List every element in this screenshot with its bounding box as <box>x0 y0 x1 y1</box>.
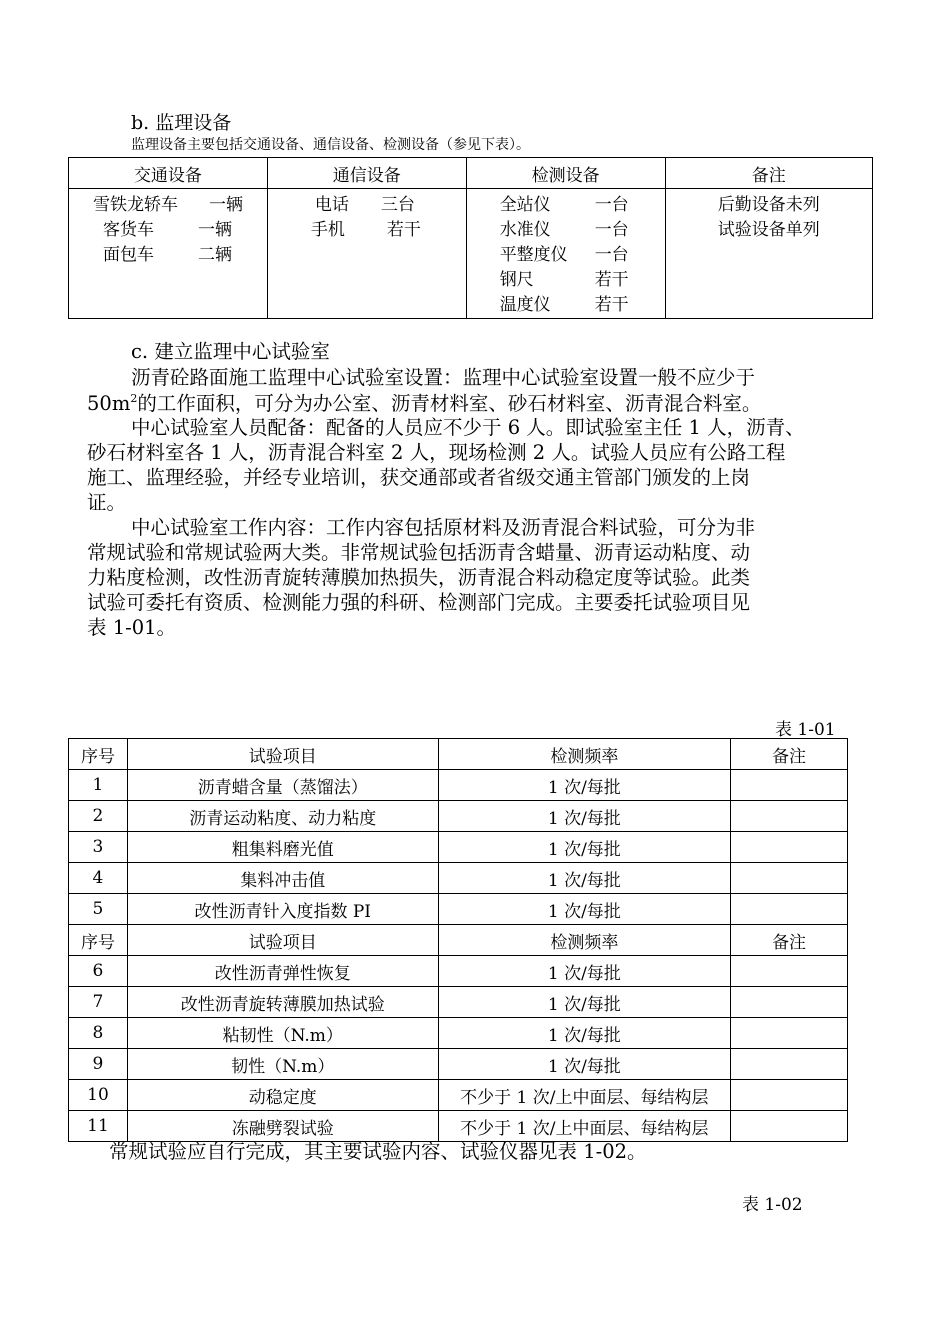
row-remark <box>731 987 848 1018</box>
paragraph-1-line-2 <box>87 391 761 417</box>
equipment-item <box>467 193 665 218</box>
paragraph-2-line: 证。 <box>87 491 127 514</box>
paragraph-2-line: 中心试验室人员配备：配备的人员应不少于 6 人。即试验室主任 1 人，沥青、 <box>131 416 805 439</box>
section-b-title: b. 监理设备 <box>131 112 232 134</box>
table-row <box>69 987 848 1018</box>
table-row <box>69 801 848 832</box>
table-row <box>69 863 848 894</box>
item-name: 客货车 <box>103 220 154 240</box>
row-index: 3 <box>69 832 128 863</box>
row-remark <box>731 1080 848 1111</box>
remark-header: 备注 <box>731 925 848 956</box>
row-remark <box>731 832 848 863</box>
remark-line: 试验设备单列 <box>717 220 820 240</box>
remark-line: 后勤设备未列 <box>717 195 820 215</box>
remark-header: 备注 <box>731 739 848 770</box>
row-frequency: 1 次/每批 <box>438 894 731 925</box>
row-item: 集料冲击值 <box>127 863 438 894</box>
equipment-item <box>69 193 267 218</box>
row-index: 11 <box>69 1111 128 1142</box>
row-index: 7 <box>69 987 128 1018</box>
row-index: 9 <box>69 1049 128 1080</box>
item-name: 电话 <box>314 195 349 215</box>
row-frequency: 1 次/每批 <box>438 832 731 863</box>
row-remark <box>731 770 848 801</box>
header-testing: 检测设备 <box>466 158 665 189</box>
table-row <box>69 894 848 925</box>
item-name: 面包车 <box>103 245 154 265</box>
equipment-item <box>268 218 466 243</box>
item-qty: 若干 <box>594 270 629 290</box>
item-qty: 三台 <box>380 195 415 215</box>
equipment-table-header <box>69 158 873 189</box>
paragraph-3-line: 力粘度检测，改性沥青旋转薄膜加热损失，沥青混合料动稳定度等试验。此类 <box>87 566 751 589</box>
paragraph-1-line-1: 沥青砼路面施工监理中心试验室设置：监理中心试验室设置一般不应少于 <box>131 366 756 389</box>
row-remark <box>731 863 848 894</box>
row-index: 8 <box>69 1018 128 1049</box>
frequency-header: 检测频率 <box>438 739 731 770</box>
row-index: 10 <box>69 1080 128 1111</box>
equipment-table <box>68 157 873 319</box>
table-header-row <box>69 925 848 956</box>
communication-cell <box>267 189 466 319</box>
equipment-item <box>467 218 665 243</box>
row-index: 2 <box>69 801 128 832</box>
item-qty: 一台 <box>594 220 629 240</box>
index-header: 序号 <box>69 739 128 770</box>
area-superscript: 2 <box>130 392 138 405</box>
row-item: 韧性（N.m） <box>127 1049 438 1080</box>
item-name: 手机 <box>310 220 345 240</box>
equipment-item <box>69 243 267 268</box>
paragraph-3-line: 试验可委托有资质、检测能力强的科研、检测部门完成。主要委托试验项目见 <box>87 591 751 614</box>
section-c-title: c. 建立监理中心试验室 <box>131 340 330 363</box>
equipment-table-body <box>69 189 873 319</box>
row-frequency: 1 次/每批 <box>438 770 731 801</box>
table-row <box>69 1111 848 1142</box>
row-item: 改性沥青弹性恢复 <box>127 956 438 987</box>
paragraph-3-line: 常规试验和常规试验两大类。非常规试验包括沥青含蜡量、沥青运动粘度、动 <box>87 541 751 564</box>
testing-cell <box>466 189 665 319</box>
equipment-item <box>268 193 466 218</box>
row-index: 6 <box>69 956 128 987</box>
row-frequency: 1 次/每批 <box>438 863 731 894</box>
item-qty: 二辆 <box>198 245 232 265</box>
table-row <box>69 1018 848 1049</box>
item-qty: 若干 <box>386 220 421 240</box>
paragraph-3-line: 中心试验室工作内容：工作内容包括原材料及沥青混合料试验，可分为非 <box>131 516 756 539</box>
item-qty: 一辆 <box>209 195 243 215</box>
index-header: 序号 <box>69 925 128 956</box>
row-remark <box>731 801 848 832</box>
table-1-01 <box>68 738 848 1142</box>
item-name: 水准仪 <box>499 220 551 240</box>
item-header: 试验项目 <box>127 925 438 956</box>
header-remarks: 备注 <box>665 158 872 189</box>
item-name: 全站仪 <box>499 195 551 215</box>
row-item: 改性沥青针入度指数 PI <box>127 894 438 925</box>
row-item: 动稳定度 <box>127 1080 438 1111</box>
row-frequency: 1 次/每批 <box>438 1049 731 1080</box>
item-qty: 若干 <box>594 295 629 315</box>
paragraph-3-line: 表 1-01。 <box>87 616 177 639</box>
frequency-header: 检测频率 <box>438 925 731 956</box>
table-1-02-label: 表 1-02 <box>742 1195 803 1215</box>
row-item: 沥青运动粘度、动力粘度 <box>127 801 438 832</box>
row-frequency: 1 次/每批 <box>438 956 731 987</box>
header-communication: 通信设备 <box>267 158 466 189</box>
row-remark <box>731 1018 848 1049</box>
item-header: 试验项目 <box>127 739 438 770</box>
row-frequency: 不少于 1 次/上中面层、每结构层 <box>438 1080 731 1111</box>
item-name: 钢尺 <box>499 270 534 290</box>
row-frequency: 1 次/每批 <box>438 1018 731 1049</box>
row-remark <box>731 1049 848 1080</box>
equipment-item <box>467 268 665 293</box>
header-transport: 交通设备 <box>69 158 268 189</box>
row-index: 4 <box>69 863 128 894</box>
table-1-01-label: 表 1-01 <box>775 720 836 740</box>
row-index: 5 <box>69 894 128 925</box>
row-frequency: 1 次/每批 <box>438 987 731 1018</box>
row-item: 粗集料磨光值 <box>127 832 438 863</box>
table-row <box>69 832 848 863</box>
paragraph-2-line: 施工、监理经验，并经专业培训，获交通部或者省级交通主管部门颁发的上岗 <box>87 466 751 489</box>
equipment-item <box>69 218 267 243</box>
remarks-cell <box>665 189 872 319</box>
row-remark <box>731 894 848 925</box>
item-qty: 一辆 <box>198 220 232 240</box>
item-name: 温度仪 <box>499 295 551 315</box>
table-row <box>69 1080 848 1111</box>
item-qty: 一台 <box>594 245 629 265</box>
table-row <box>69 770 848 801</box>
item-name: 平整度仪 <box>499 245 568 265</box>
equipment-item <box>467 243 665 268</box>
table-header-row <box>69 739 848 770</box>
row-index: 1 <box>69 770 128 801</box>
row-item: 改性沥青旋转薄膜加热试验 <box>127 987 438 1018</box>
row-item: 冻融劈裂试验 <box>127 1111 438 1142</box>
row-frequency: 1 次/每批 <box>438 801 731 832</box>
transport-cell <box>69 189 268 319</box>
table-row <box>69 956 848 987</box>
row-item: 沥青蜡含量（蒸馏法） <box>127 770 438 801</box>
paragraph-1-end: 的工作面积，可分为办公室、沥青材料室、砂石材料室、沥青混合料室。 <box>137 392 762 415</box>
row-remark <box>731 956 848 987</box>
paragraph-2-line: 砂石材料室各 1 人，沥青混合料室 2 人，现场检测 2 人。试验人员应有公路工程 <box>87 441 786 464</box>
section-b-intro: 监理设备主要包括交通设备、通信设备、检测设备（参见下表）。 <box>131 137 530 153</box>
row-item: 粘韧性（N.m） <box>127 1018 438 1049</box>
item-qty: 一台 <box>594 195 629 215</box>
row-frequency: 不少于 1 次/上中面层、每结构层 <box>438 1111 731 1142</box>
closing-text: 常规试验应自行完成，其主要试验内容、试验仪器见表 1-02。 <box>109 1140 647 1163</box>
area-value: 50m <box>87 392 131 415</box>
equipment-item <box>467 293 665 318</box>
item-name: 雪铁龙轿车 <box>93 195 178 215</box>
table-row <box>69 1049 848 1080</box>
row-remark <box>731 1111 848 1142</box>
